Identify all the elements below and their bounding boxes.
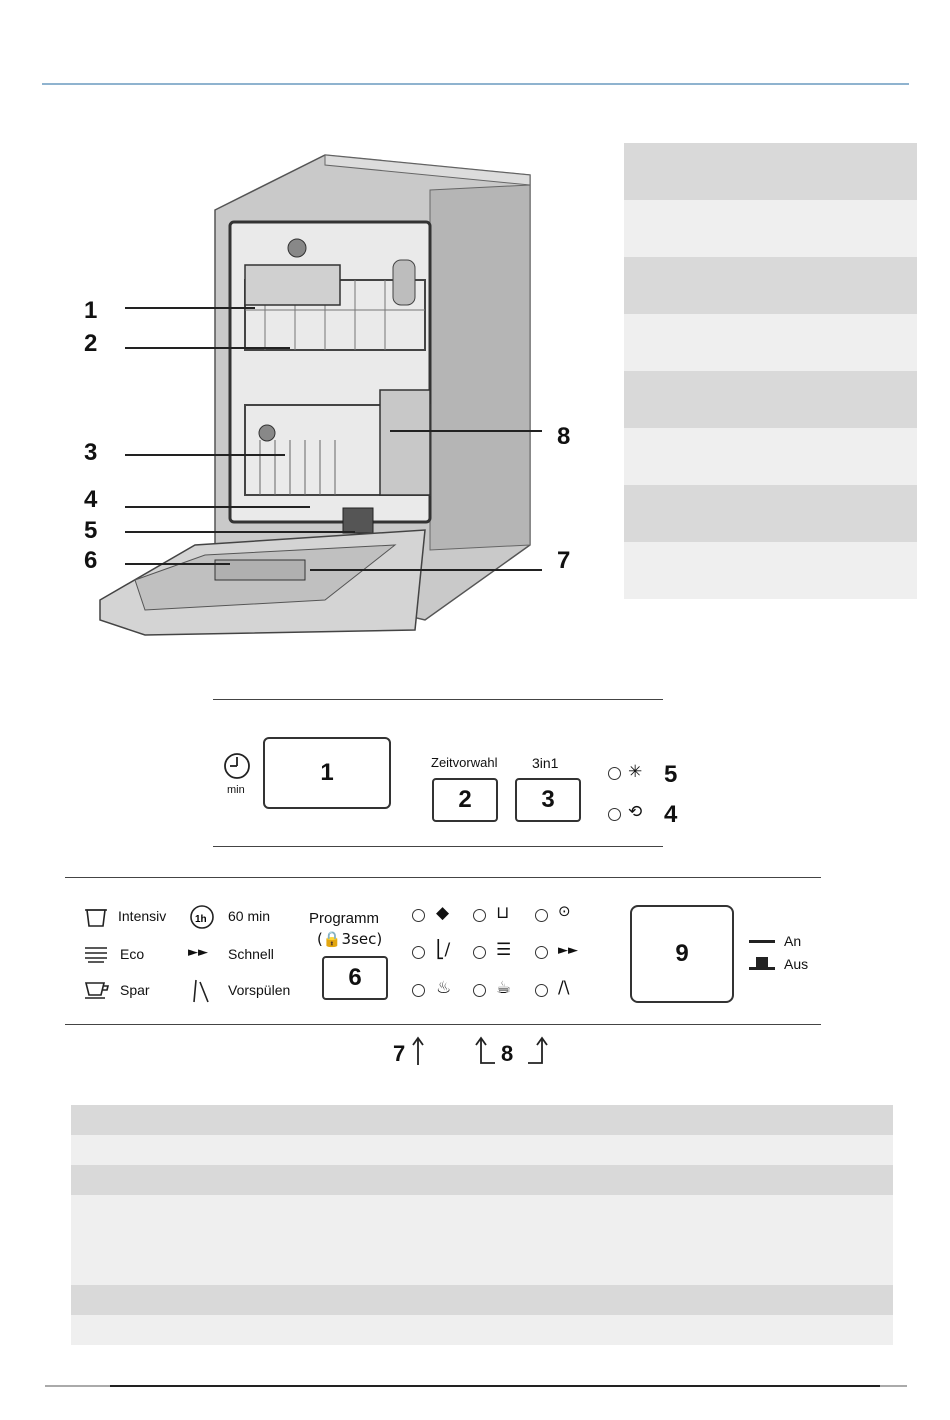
callout-2: 2 [84,330,98,357]
dry-heat-icon: ♨ [436,978,452,998]
program-intensiv-label: Intensiv [118,908,167,924]
leader-line-5 [125,531,355,533]
legend-row [624,371,917,428]
legend-row [624,143,917,200]
program-vorspuelen-label: Vorspülen [228,982,291,998]
program-eco-label: Eco [120,946,145,962]
callout-5: 5 [84,517,98,544]
program-button[interactable]: 6 [322,956,388,1000]
lock-duration-label: 3sec [341,930,377,948]
panel1-bottom-rule [213,846,663,847]
arrow-up-right-icon [526,1035,550,1067]
legend-row [624,314,917,371]
panel2-bottom-rule [65,1024,821,1025]
led-eco [473,946,486,959]
callout-8: 8 [557,423,571,450]
marker-8: 8 [501,1041,514,1066]
program-60min-label: 60 min [228,908,271,924]
indicator-5-label: 5 [664,761,678,788]
spar-cup-icon [83,980,111,1000]
led-60min [535,909,548,922]
eco-plates-icon [83,944,109,964]
display-1: 1 [263,737,391,809]
footer-rule-dark [110,1385,880,1387]
dishwasher-illustration [95,150,595,640]
program-spar-label: Spar [120,982,150,998]
callout-6: 6 [84,547,98,574]
legend-row [624,200,917,257]
panel2-top-rule [65,877,821,878]
svg-text:1h: 1h [195,914,207,925]
fast-forward-icon: ►► [188,945,208,960]
header-rule [42,83,909,85]
table-row [71,1105,893,1135]
zeitvorwahl-label: Zeitvorwahl [431,755,498,770]
table-row [71,1135,893,1165]
power-button[interactable]: 9 [630,905,734,1003]
table-row [71,1195,893,1285]
programm-label: Programm [309,910,380,927]
3in1-label: 3in1 [532,755,559,771]
plates-icon: ☰ [496,940,512,960]
clock-icon [222,752,252,782]
leader-line-1 [125,307,255,309]
60min-clock-icon: ⊙ [558,902,571,920]
table-row [71,1285,893,1315]
leader-line-3 [125,454,285,456]
led [608,767,621,780]
table-row [71,1315,893,1345]
callout-7: 7 [557,547,571,574]
pot-icon: ⊔ [496,903,510,923]
fast-forward-icon: ►► [558,943,578,958]
power-off-label: Aus [784,956,809,972]
legend-row [624,542,917,599]
cup-icon: ☕ [496,978,512,998]
60min-clock-icon [189,904,215,930]
power-off-base [749,967,775,970]
leader-line-6 [125,563,230,565]
legend-row [624,485,917,542]
pre-rinse-icon [190,978,214,1004]
marker-7: 7 [393,1041,406,1066]
leader-line-7 [310,569,542,571]
callout-1: 1 [84,297,98,324]
lock-3sec-label: (🔒3sec) [317,930,383,948]
leader-line-4 [125,506,310,508]
power-off-symbol [756,957,768,967]
led-schnell [535,946,548,959]
power-on-symbol [749,940,775,943]
table-row [71,1165,893,1195]
led-dry-phase [412,984,425,997]
3in1-button[interactable]: 3 [515,778,581,822]
leader-line-8 [390,430,542,432]
intensiv-pot-icon [84,906,108,928]
led [608,808,621,821]
power-on-label: An [784,933,802,949]
arrow-up-icon [410,1035,426,1067]
delay-start-button[interactable]: 2 [432,778,498,822]
led-rinse-phase [412,946,425,959]
rinse-aid-refill-icon: ⟲ [628,802,643,822]
led-vorspuelen [535,984,548,997]
legend-row [624,428,917,485]
led-intensiv [473,909,486,922]
callout-4: 4 [84,486,98,513]
rinse-phase-icon: ⎣/ [436,940,451,960]
panel1-top-rule [213,699,663,700]
led-intensiv-phase [412,909,425,922]
indicator-4-label: 4 [664,801,678,828]
program-schnell-label: Schnell [228,946,274,962]
arrow-up-left-icon [473,1035,497,1067]
led-spar [473,984,486,997]
leader-line-2 [125,347,290,349]
tablet-icon: ◆ [436,903,450,923]
clock-min-label: min [227,784,245,796]
legend-row [624,257,917,314]
salt-refill-icon: ✳ [628,762,643,782]
pre-rinse-icon: /\ [558,978,570,998]
callout-3: 3 [84,439,98,466]
lock-icon: 🔒 [322,930,342,948]
